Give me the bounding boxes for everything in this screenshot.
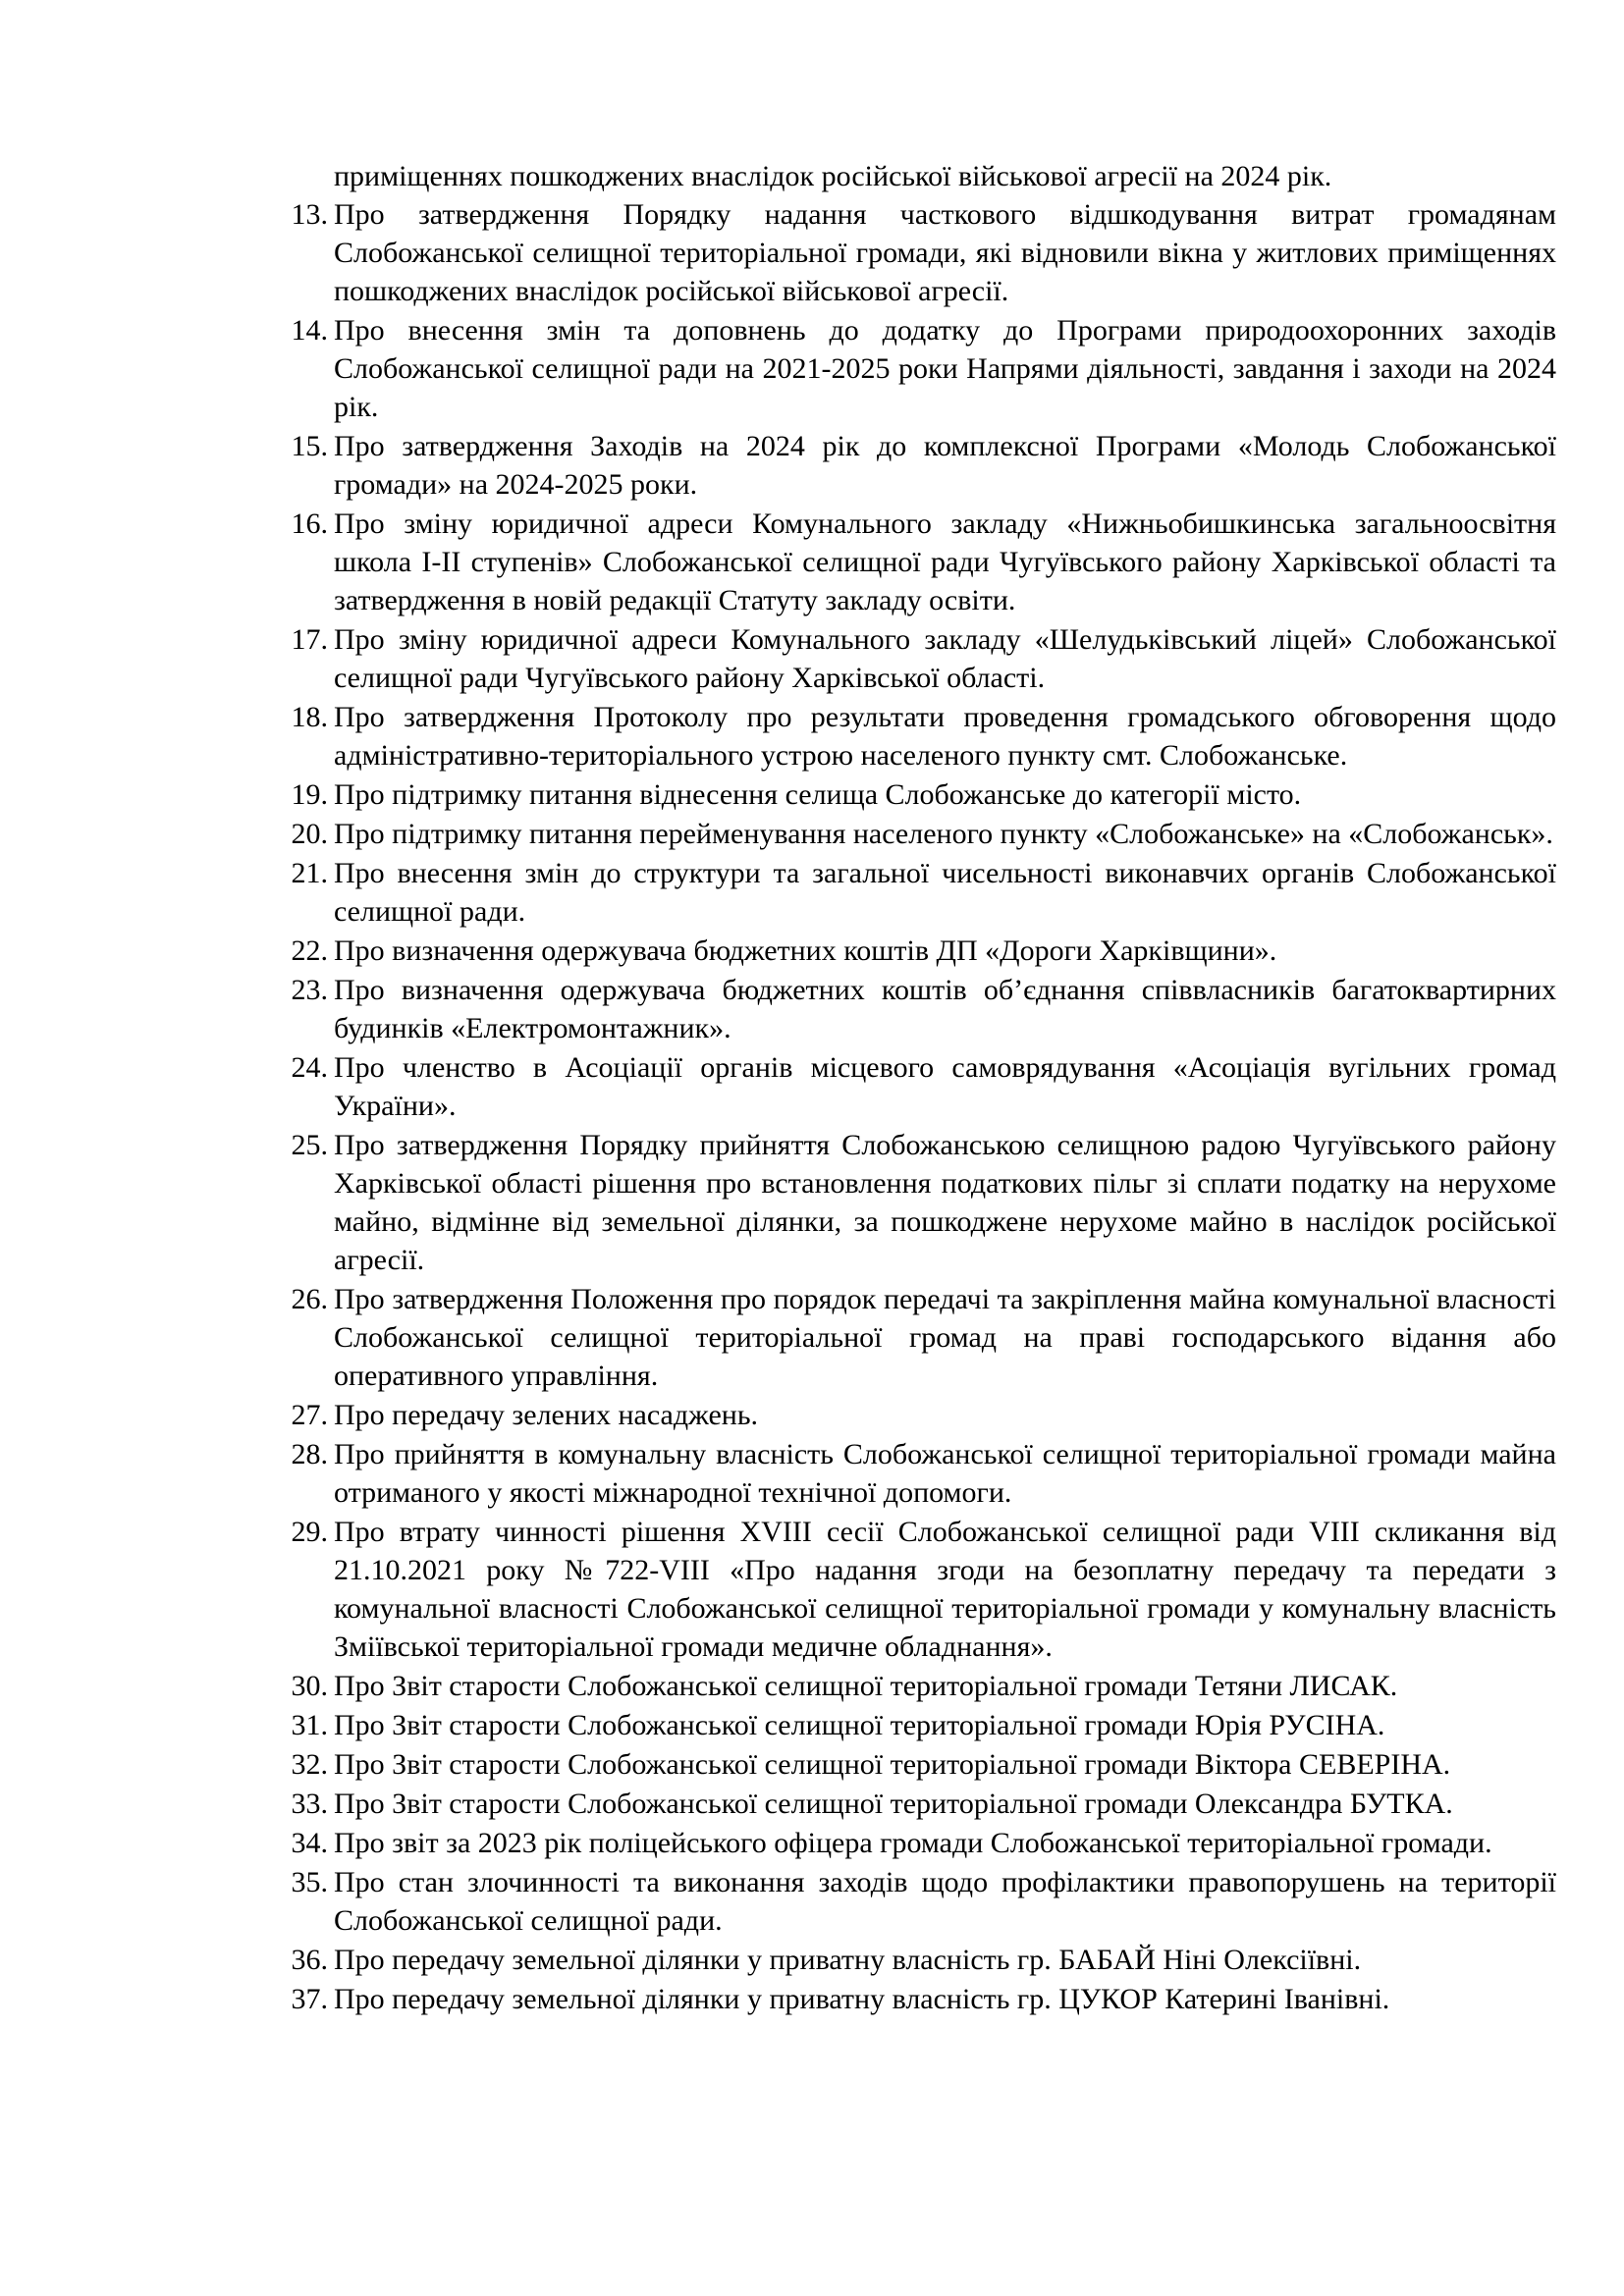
agenda-item [0,1745,1556,1784]
agenda-item-text: Про Звіт старости Слобожанської селищної територіальної громади Тетяни ЛИСАК. [334,1670,1398,1702]
agenda-item [0,1513,1556,1666]
agenda-item [0,1048,1556,1125]
agenda-item-number: 17. [291,623,328,656]
agenda-item [0,1785,1556,1823]
agenda-item-text: Про зміну юридичної адреси Комунального закладу «Шелудьківський ліцей» Слобожанської селищної ради Чугуївського району Харківської області. [334,623,1556,694]
agenda-item [0,854,1556,931]
agenda-item-text: Про внесення змін та доповнень до додатку до Програми природоохоронних заходів Слобожанської селищної ради на 2021-2025 роки Напрями діяльності, завдання і заходи на 2024 рік. [334,314,1556,423]
agenda-item-number: 27. [291,1399,328,1431]
agenda-item [0,971,1556,1047]
agenda-item-number: 16. [291,507,328,540]
agenda-item [0,1941,1556,1979]
agenda-item-number: 37. [291,1983,328,2015]
agenda-item [0,427,1556,504]
agenda-item-number: 21. [291,857,328,889]
agenda-item-text: Про передачу земельної ділянки у приватну власність гр. БАБАЙ Ніні Олексіївні. [334,1944,1362,1976]
agenda-item-number: 14. [291,314,328,347]
agenda-item-number: 35. [291,1866,328,1898]
agenda-item [0,1396,1556,1434]
agenda-item-number: 29. [291,1516,328,1548]
agenda-item [0,1435,1556,1512]
agenda-item-number: 30. [291,1670,328,1702]
agenda-item [0,698,1556,774]
agenda-item [0,1280,1556,1395]
agenda-item-number: 34. [291,1827,328,1859]
agenda-item-text: Про затвердження Порядку прийняття Слобожанською селищною радою Чугуївського району Харківської області рішення про встановлення податкових пільг зі сплати податку на нерухоме майно, відмінне від земельної ділянки, за пошкоджене нерухоме майно в наслідок російської агресії. [334,1129,1556,1276]
agenda-item-text: Про внесення змін до структури та загальної чисельності виконавчих органів Слобожанської селищної ради. [334,857,1556,928]
agenda-item-number: 20. [291,818,328,850]
agenda-item [0,1824,1556,1862]
agenda-item-text: Про затвердження Заходів на 2024 рік до комплексної Програми «Молодь Слобожанської громади» на 2024-2025 роки. [334,430,1556,501]
agenda-item-text: Про членство в Асоціації органів місцевого самоврядування «Асоціація вугільних громад України». [334,1051,1556,1122]
agenda-item-number: 22. [291,934,328,967]
agenda-item [0,932,1556,970]
agenda-item-number: 26. [291,1283,328,1315]
agenda-item-text: Про передачу земельної ділянки у приватну власність гр. ЦУКОР Катерині Іванівні. [334,1983,1390,2015]
agenda-item-number: 19. [291,778,328,811]
agenda-item-text: Про зміну юридичної адреси Комунального закладу «Нижньобишкинська загальноосвітня школа І-ІІ ступенів» Слобожанської селищної ради Чугуївського району Харківської області та затвердження в новій редакції Статуту закладу освіти. [334,507,1556,616]
agenda-item-text: Про підтримку питання перейменування населеного пункту «Слобожанське» на «Слобожанськ». [334,818,1553,850]
agenda-item-text: Про звіт за 2023 рік поліцейського офіцера громади Слобожанської територіальної громади. [334,1827,1492,1859]
agenda-item [0,195,1556,310]
agenda-item [0,1667,1556,1705]
agenda-item [0,1863,1556,1940]
agenda-item-number: 31. [291,1709,328,1741]
agenda-item-text: Про підтримку питання віднесення селища Слобожанське до категорії місто. [334,778,1302,811]
agenda-item-number: 36. [291,1944,328,1976]
agenda-item [0,505,1556,619]
agenda-item-number: 24. [291,1051,328,1084]
agenda-item [0,1126,1556,1279]
agenda-item-number: 23. [291,974,328,1006]
agenda-item-text: Про затвердження Порядку надання часткового відшкодування витрат громадянам Слобожанської селищної територіальної громади, які відновили вікна у житлових приміщеннях пошкоджених внаслідок російської військової агресії. [334,198,1556,307]
agenda-item-text: Про прийняття в комунальну власність Слобожанської селищної територіальної громади майна отриманого у якості міжнародної технічної допомоги. [334,1438,1556,1509]
agenda-item-text: Про стан злочинності та виконання заходів щодо профілактики правопорушень на території Слобожанської селищної ради. [334,1866,1556,1937]
agenda-item-text: Про Звіт старости Слобожанської селищної територіальної громади Олександра БУТКА. [334,1788,1453,1820]
agenda-item-number: 15. [291,430,328,462]
agenda-item-number: 32. [291,1748,328,1781]
agenda-item-text: Про затвердження Положення про порядок передачі та закріплення майна комунальної власності Слобожанської селищної територіальної громад на праві господарського відання або оперативного управління. [334,1283,1556,1392]
agenda-item-number: 13. [291,198,328,231]
agenda-item-number: 18. [291,701,328,733]
agenda-item-number: 33. [291,1788,328,1820]
agenda-list [0,195,1556,2019]
agenda-item [0,1980,1556,2018]
agenda-item-text: Про Звіт старости Слобожанської селищної територіальної громади Юрія РУСІНА. [334,1709,1385,1741]
agenda-item [0,620,1556,697]
agenda-item-text: Про Звіт старости Слобожанської селищної територіальної громади Віктора СЕВЕРІНА. [334,1748,1451,1781]
agenda-item-text: Про визначення одержувача бюджетних коштів об’єднання співвласників багатоквартирних будинків «Електромонтажник». [334,974,1556,1044]
agenda-item-text: Про втрату чинності рішення XVIII сесії Слобожанської селищної ради VIII скликання від 21.10.2021 року №722-VIII «Про надання згоди на безоплатну передачу та передати з комунальної власності Слобожанської селищної територіальної громади у комунальну власність Зміївської територіальної громади медичне обладнання». [334,1516,1556,1663]
agenda-item-text: Про визначення одержувача бюджетних коштів ДП «Дороги Харківщини». [334,934,1277,967]
agenda-item [0,775,1556,814]
continuation-text: приміщеннях пошкоджених внаслідок російської військової агресії на 2024 рік. [334,160,1332,192]
agenda-item [0,815,1556,853]
agenda-item [0,1706,1556,1744]
agenda-item-text: Про передачу зелених насаджень. [334,1399,758,1431]
agenda-item-text: Про затвердження Протоколу про результати проведення громадського обговорення щодо адміністративно-територіального устрою населеного пункту смт. Слобожанське. [334,701,1556,772]
agenda-item [0,311,1556,426]
agenda-item-number: 28. [291,1438,328,1470]
agenda-item-number: 25. [291,1129,328,1161]
